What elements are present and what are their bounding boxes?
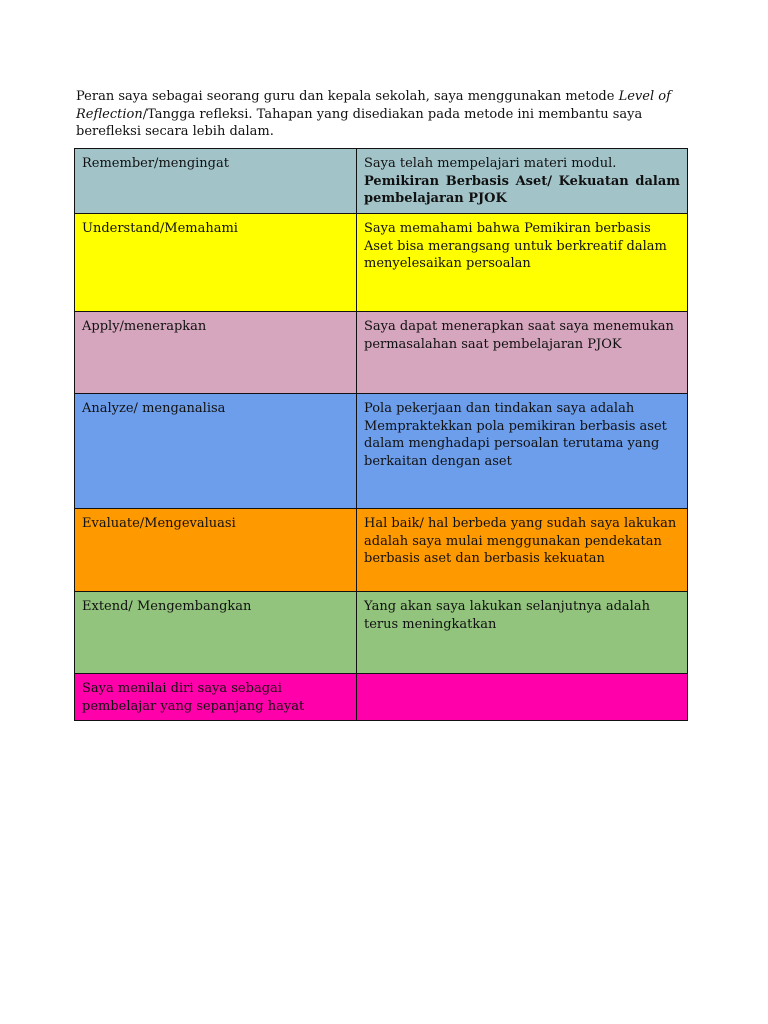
intro-paragraph [76, 88, 676, 141]
reflection-text-cell [357, 394, 688, 509]
table-row-analyze [75, 394, 688, 509]
reflection-bold-line-2: pembelajaran PJOK [364, 191, 507, 206]
reflection-text: Saya memahami bahwa Pemikiran berbasis Aset bisa merangsang untuk berkreatif dalam menyelesaikan persoalan [364, 221, 667, 271]
intro-text-1: Peran saya sebagai seorang guru dan kepala sekolah, saya menggunakan metode [76, 89, 619, 104]
reflection-text-cell [357, 509, 688, 592]
reflection-text-cell [357, 149, 688, 214]
reflection-text-cell [357, 214, 688, 312]
reflection-text: Saya telah mempelajari materi modul. [364, 156, 617, 171]
table-row-understand [75, 214, 688, 312]
table-row-self-assessment [75, 674, 688, 721]
level-label: Remember/mengingat [82, 156, 229, 171]
table-row-apply [75, 312, 688, 394]
reflection-text-cell [357, 674, 688, 721]
table-row-extend [75, 592, 688, 674]
level-label-cell [75, 394, 357, 509]
table-row-evaluate [75, 509, 688, 592]
level-label: Apply/menerapkan [82, 319, 207, 334]
reflection-text-cell [357, 592, 688, 674]
reflection-bold-line-1: Pemikiran Berbasis Aset/ Kekuatan dalam [364, 173, 680, 189]
level-label-cell [75, 214, 357, 312]
intro-italic-term: Level of Reflection [76, 89, 671, 122]
level-label: Understand/Memahami [82, 221, 238, 236]
reflection-text: Hal baik/ hal berbeda yang sudah saya lakukan adalah saya mulai menggunakan pendekatan berbasis aset dan berbasis kekuatan [364, 516, 677, 566]
level-label-cell [75, 312, 357, 394]
reflection-table [74, 148, 688, 721]
reflection-text-cell [357, 312, 688, 394]
level-label-cell [75, 149, 357, 214]
level-label: Analyze/ menganalisa [82, 401, 226, 416]
table-row-remember [75, 149, 688, 214]
reflection-text: Yang akan saya lakukan selanjutnya adalah terus meningkatkan [364, 599, 650, 632]
level-label: Extend/ Mengembangkan [82, 599, 252, 614]
level-label-cell [75, 509, 357, 592]
level-label-cell [75, 674, 357, 721]
level-label-cell [75, 592, 357, 674]
level-label: Evaluate/Mengevaluasi [82, 516, 236, 531]
level-label: Saya menilai diri saya sebagai pembelajar yang sepanjang hayat [82, 681, 305, 714]
intro-text-2: /Tangga refleksi. Tahapan yang disediakan pada metode ini membantu saya berefleksi secara lebih dalam. [76, 106, 643, 139]
reflection-text: Saya dapat menerapkan saat saya menemukan permasalahan saat pembelajaran PJOK [364, 319, 674, 352]
reflection-text: Pola pekerjaan dan tindakan saya adalah Mempraktekkan pola pemikiran berbasis aset dalam menghadapi persoalan terutama yang berkaitan dengan aset [364, 401, 667, 469]
